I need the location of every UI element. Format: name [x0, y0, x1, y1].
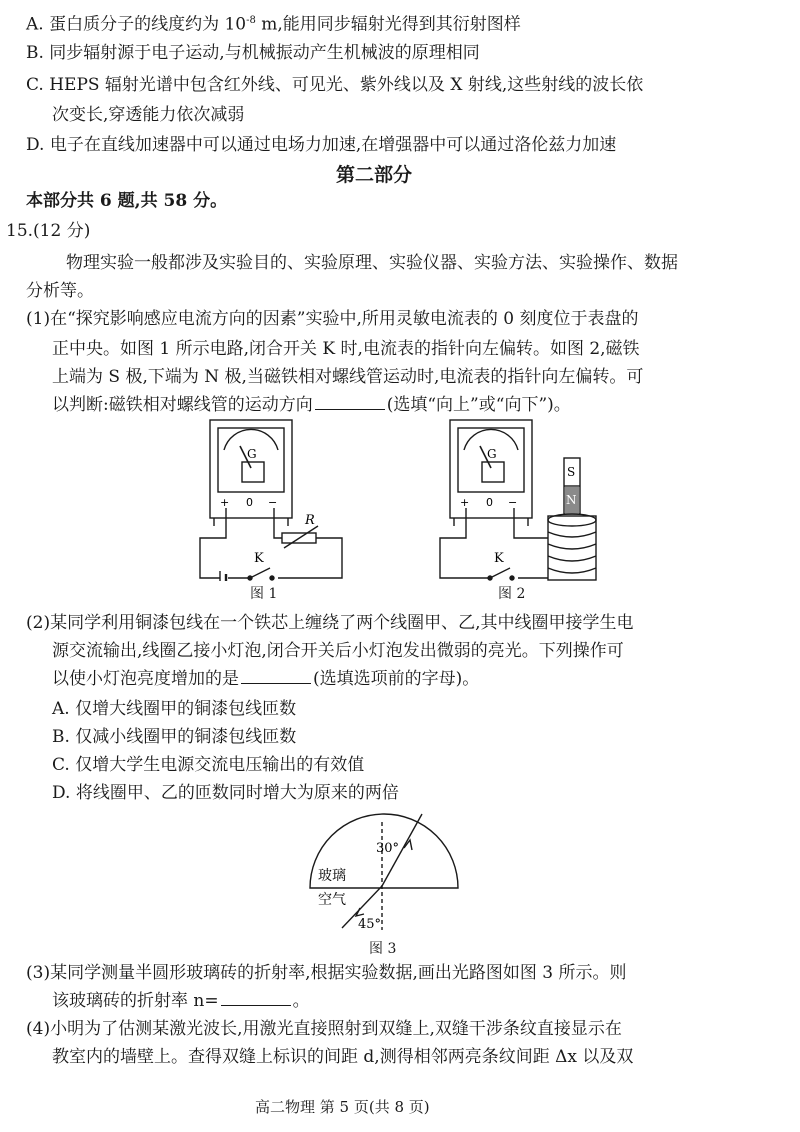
- q15-part2-option-b: B. 仅减小线圈甲的铜漆包线匝数: [52, 727, 297, 747]
- q15-part2-line2: 源交流输出,线圈乙接小灯泡,闭合开关后小灯泡发出微弱的亮光。下列操作可: [52, 641, 624, 661]
- answer-blank-2[interactable]: [241, 669, 311, 684]
- svg-text:+: +: [220, 496, 230, 509]
- figure-1: [190, 416, 360, 581]
- q15-part4-line1: (4)小明为了估测某激光波长,用激光直接照射到双缝上,双缝干涉条纹直接显示在: [26, 1019, 622, 1039]
- q15-part3-line1: (3)某同学测量半圆形玻璃砖的折射率,根据实验数据,画出光路图如图 3 所示。则: [26, 963, 627, 983]
- magnet-n-label: N: [566, 493, 577, 507]
- q15-part1-line4: 以判断:磁铁相对螺线管的运动方向 (选填“向上”或“向下”)。: [52, 395, 571, 415]
- option-c-line1: C. HEPS 辐射光谱中包含红外线、可见光、紫外线以及 X 射线,这些射线的波长依: [26, 75, 644, 95]
- q15-part2-line3: 以使小灯泡亮度增加的是 (选填选项前的字母)。: [52, 669, 480, 689]
- q15-part1-line2: 正中央。如图 1 所示电路,闭合开关 K 时,电流表的指针向左偏转。如图 2,磁铁: [52, 339, 640, 359]
- angle-30-label: 30°: [376, 841, 400, 856]
- q15-part2-option-a: A. 仅增大线圈甲的铜漆包线匝数: [52, 699, 297, 719]
- option-b: B. 同步辐射源于电子运动,与机械振动产生机械波的原理相同: [26, 43, 480, 63]
- q15-part2-line1: (2)某同学利用铜漆包线在一个铁芯上缠绕了两个线圈甲、乙,其中线圈甲接学生电: [26, 613, 634, 633]
- figure-3-caption: 图 3: [369, 941, 397, 957]
- option-c-line2: 次变长,穿透能力依次减弱: [52, 105, 245, 125]
- air-label: 空气: [318, 892, 346, 908]
- option-a: A. 蛋白质分子的线度约为 $10^{-8}$ m,能用同步辐射光得到其衍射图样: [26, 14, 521, 35]
- switch-k: [490, 568, 510, 578]
- switch-label: K: [494, 551, 504, 566]
- q15-header: 15.(12 分): [6, 221, 91, 241]
- figure-1-caption: 图 1: [250, 586, 278, 602]
- answer-blank-3[interactable]: [221, 991, 291, 1006]
- answer-blank-1[interactable]: [315, 395, 385, 410]
- svg-text:0: 0: [486, 496, 493, 509]
- svg-text:+: +: [460, 496, 470, 509]
- q15-part2-option-d: D. 将线圈甲、乙的匝数同时增大为原来的两倍: [52, 783, 399, 803]
- section-intro: 本部分共 6 题,共 58 分。: [26, 191, 228, 211]
- rheostat-arrow: [284, 526, 318, 548]
- q15-part4-line2: 教室内的墙壁上。查得双缝上标识的间距 d,测得相邻两亮条纹间距 Δx 以及双: [52, 1047, 634, 1067]
- q15-part3-line2: 该玻璃砖的折射率 n= 。: [52, 991, 310, 1011]
- resistor-label: R: [305, 513, 315, 528]
- angle-45-label: 45°: [358, 917, 382, 932]
- q15-part1-line3: 上端为 S 极,下端为 N 极,当磁铁相对螺线管运动时,电流表的指针向左偏转。可: [52, 367, 644, 387]
- figure-2: [430, 416, 610, 581]
- galvanometer-label: G: [487, 447, 497, 461]
- svg-text:0: 0: [246, 496, 253, 509]
- q15-intro-line1: 物理实验一般都涉及实验目的、实验原理、实验仪器、实验方法、实验操作、数据: [66, 253, 678, 273]
- svg-text:−: −: [508, 496, 518, 509]
- figure-2-caption: 图 2: [498, 586, 526, 602]
- svg-text:−: −: [268, 496, 278, 509]
- option-d: D. 电子在直线加速器中可以通过电场力加速,在增强器中可以通过洛伦兹力加速: [26, 135, 617, 155]
- q15-part2-option-c: C. 仅增大学生电源交流电压输出的有效值: [52, 755, 365, 775]
- glass-label: 玻璃: [318, 868, 346, 884]
- galvanometer-label: G: [247, 447, 257, 461]
- figure-3: [300, 800, 470, 940]
- page-footer: 高二物理 第 5 页(共 8 页): [255, 1098, 430, 1116]
- q15-intro-line2: 分析等。: [26, 281, 94, 301]
- q15-part1-line1: (1)在“探究影响感应电流方向的因素”实验中,所用灵敏电流表的 0 刻度位于表盘的: [26, 309, 639, 329]
- switch-label: K: [254, 551, 264, 566]
- section-title: 第二部分: [336, 164, 413, 186]
- switch-k: [250, 568, 270, 578]
- magnet-s-label: S: [567, 465, 576, 479]
